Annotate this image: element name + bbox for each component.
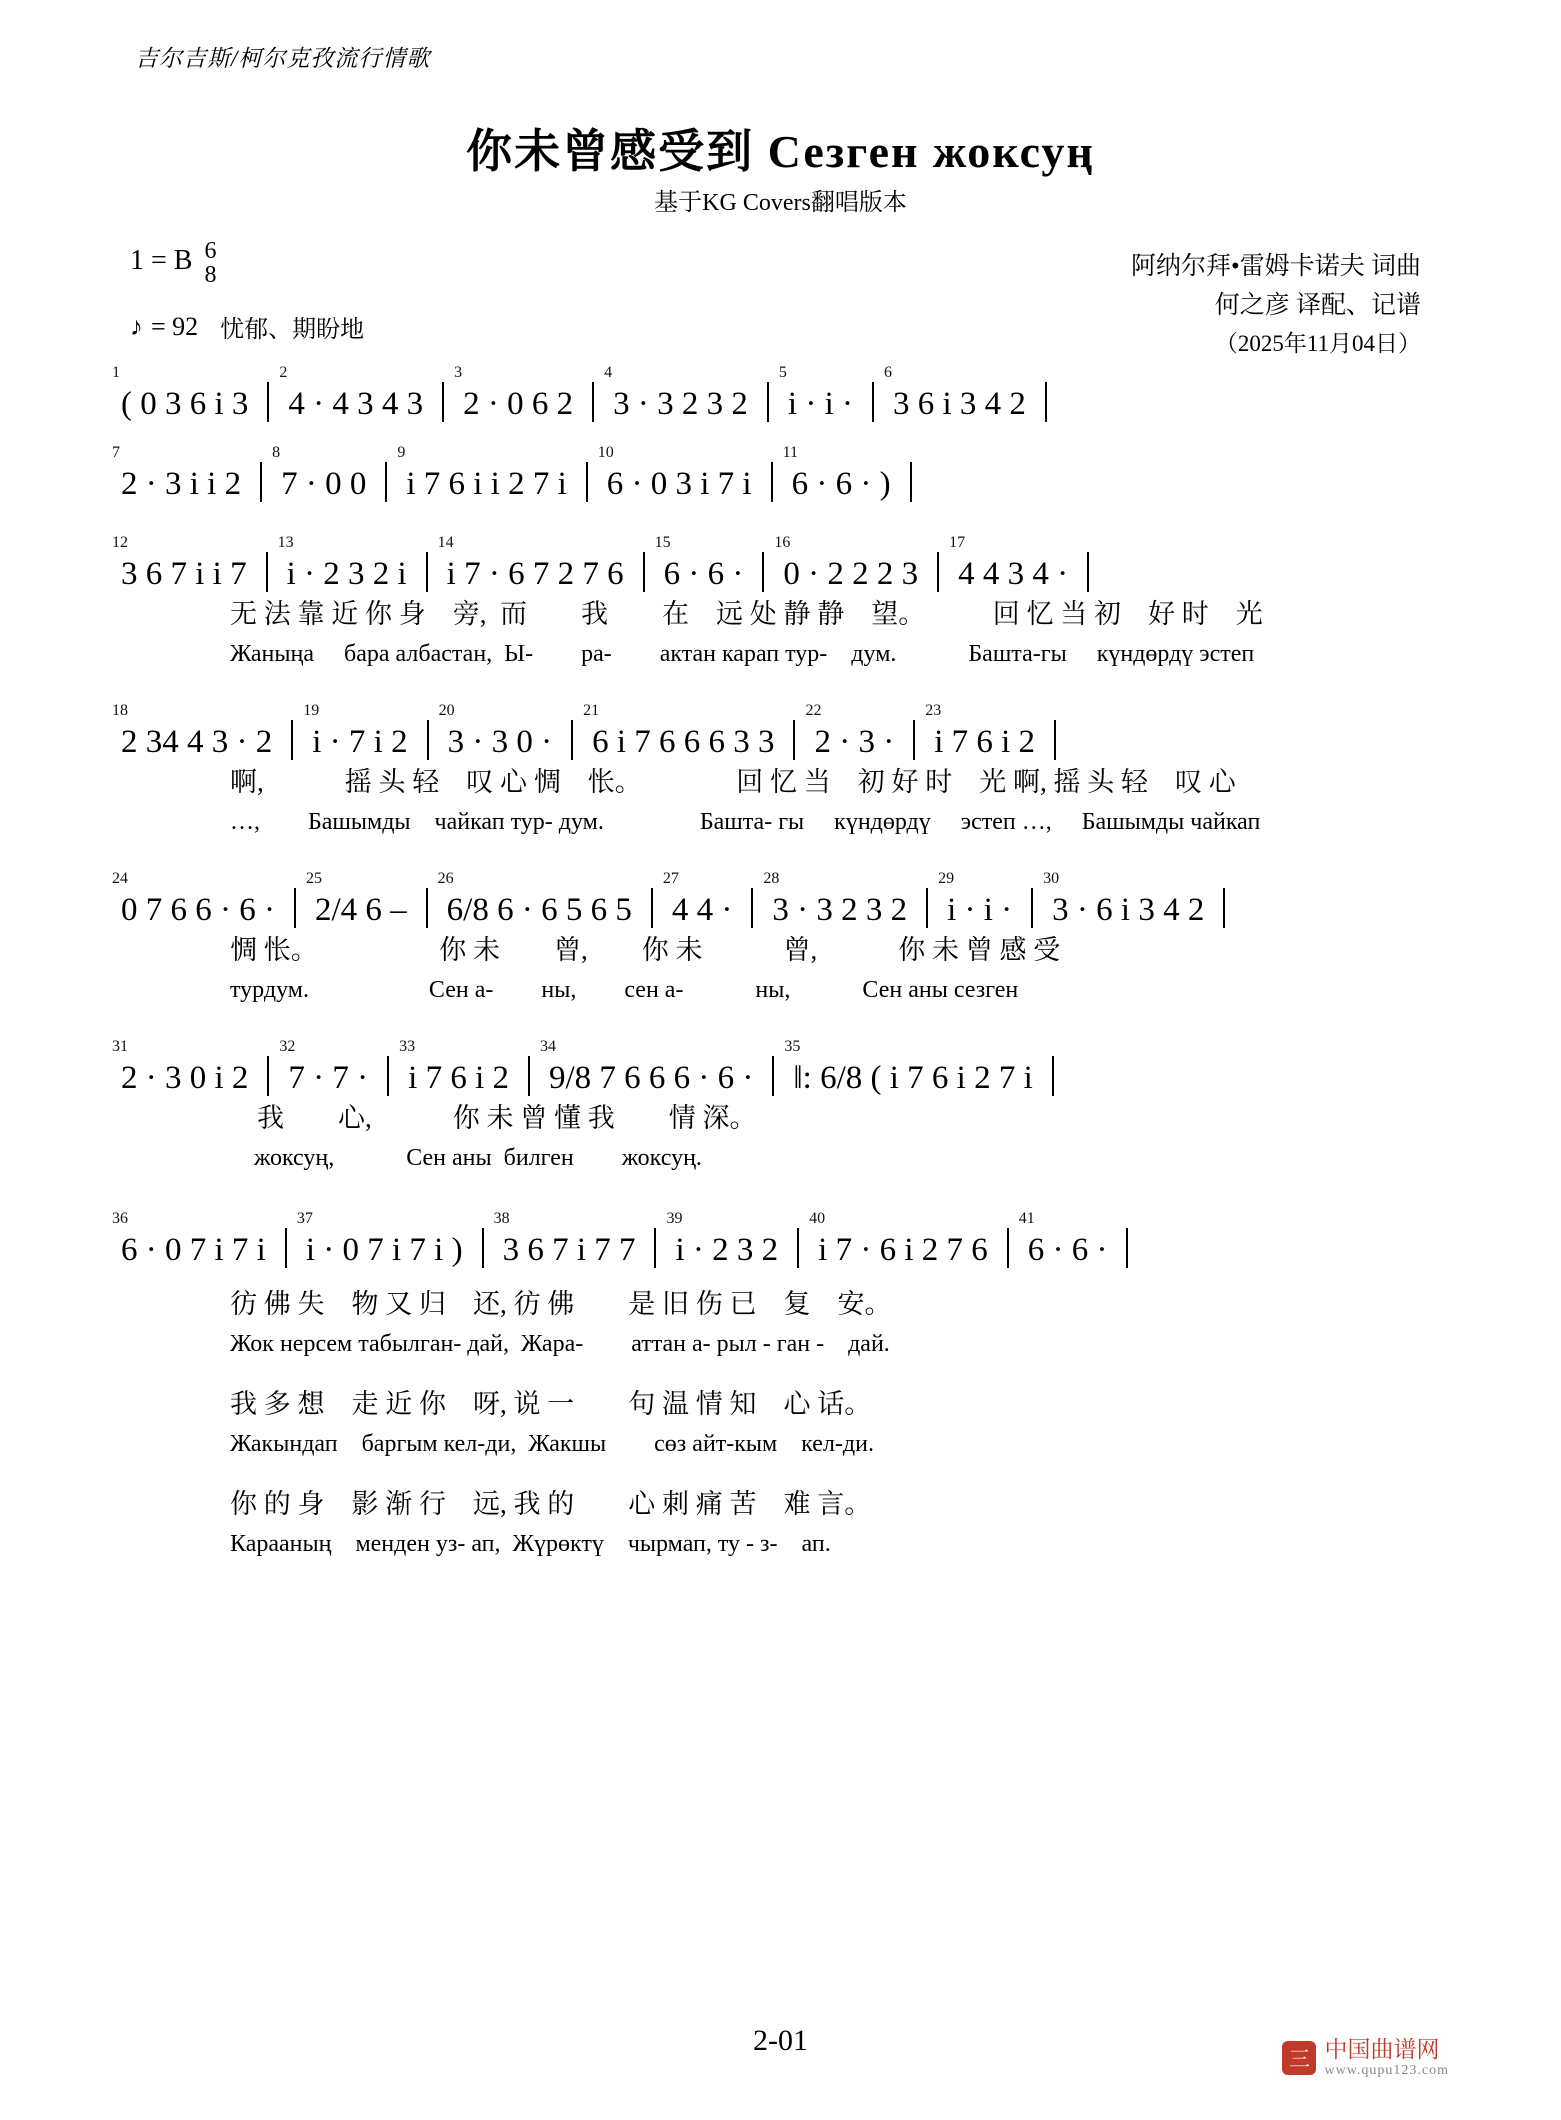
barline [771,462,773,502]
lyrics-kyrgyz: Карааның менден уз- ап, Жүрөктү чырмап, ту - з- ап. [230,1531,831,1557]
key-and-tempo [130,238,365,344]
music-system [0,866,1561,1004]
staff-line [110,530,1451,592]
measure [110,533,258,592]
tempo-row [130,309,364,344]
measure-notes: i 7 6 i 2 [408,1059,509,1096]
barline [772,1056,774,1096]
key-label: 1 = B [130,245,193,276]
measure-notes: 6 · 0 3 i 7 i [606,465,752,502]
measure-number: 23 [925,701,942,719]
measure-number: 5 [778,363,787,381]
measure-notes: 6 · 6 · [1027,1231,1108,1268]
measure [653,533,755,592]
measure-notes: i · 2 3 2 i [286,555,407,592]
measure-notes: 6 · 6 · [663,555,744,592]
tempo-value: = 92 [151,311,199,341]
barline [643,552,645,592]
barline [1126,1228,1128,1268]
measure [110,1037,259,1096]
measure-notes: 3 · 3 2 3 2 [772,891,908,928]
lyrics-kyrgyz: турдум. Сен а- ны, сен а- ны, Сен аны сезген [230,977,1019,1003]
barline [482,1228,484,1268]
measure [304,869,418,928]
barline [1223,888,1225,928]
barline [1007,1228,1009,1268]
barline [586,462,588,502]
measure-notes: 3 6 7 i i 7 [121,555,247,592]
watermark-logo-icon: 三 [1282,2041,1316,2075]
measure-notes: 3 · 6 i 3 4 2 [1052,891,1205,928]
staff-line [110,698,1451,760]
measure-number: 24 [112,869,128,887]
barline [1031,888,1033,928]
measure-notes: 7 · 0 0 [281,465,367,502]
measure-number: 36 [112,1209,128,1227]
measure-number: 41 [1018,1209,1035,1227]
measure [596,443,763,502]
barline [571,720,573,760]
lyrics-kyrgyz: Жаныңа бара албастан, Ы- ра- актан карап тур- дум. Башта-гы күндөрдү эстеп [230,641,1255,667]
measure-notes: 6 · 0 7 i 7 i [121,1231,266,1268]
lyrics-kyrgyz: Жакындап баргым кел-ди, Жакшы сөз айт-кым кел-ди. [230,1431,874,1457]
barline [426,888,428,928]
staff-line [110,440,1451,502]
measure-notes: ‖: 6/8 ( i 7 6 i 2 7 i [793,1059,1033,1096]
credit-date: （2025年11月04日） [1214,330,1421,356]
measure-number: 8 [272,443,281,461]
measure [436,869,643,928]
measure-notes: 2 34 4 3 · 2 [121,723,273,760]
lyrics-chinese: 我 多 想 走 近 你 呀, 说 一 句 温 情 知 心 话。 [230,1389,872,1419]
barline [651,888,653,928]
measure-number: 2 [279,363,288,381]
measure-number: 10 [597,443,614,461]
page-number: 2-01 [753,2024,808,2057]
barline [1054,720,1056,760]
measure [492,1209,647,1268]
barline [266,552,268,592]
barline [385,462,387,502]
measure-number: 32 [279,1037,296,1055]
measure-notes: i · i · [787,385,853,422]
measure-notes: i · 2 3 2 [675,1231,779,1268]
measure-number: 11 [782,443,798,461]
measure-number: 16 [774,533,791,551]
lyrics-chinese: 无 法 靠 近 你 身 旁, 而 我 在 远 处 静 静 望。 回 忆 当 初 好 时 光 [230,599,1263,629]
credit-translator: 何之彦 译配、记谱 [1214,291,1421,319]
measure-number: 18 [112,701,128,719]
measure-number: 12 [112,533,128,551]
lyrics-chinese: 彷 佛 失 物 又 归 还, 彷 佛 是 旧 伤 已 复 安。 [230,1289,892,1319]
barline [910,462,912,502]
measure-notes: i · 7 i 2 [312,723,408,760]
measure-number: 3 [454,363,463,381]
measure-notes: 2 · 3 0 i 2 [121,1059,249,1096]
measure-notes: 3 6 i 3 4 2 [893,385,1026,422]
barline [267,1056,269,1096]
lyrics-kyrgyz: …, Башымды чайкап тур- дум. Башта- гы күндөрдү эстеп …, Башымды чайкап [230,809,1261,835]
barline [872,382,874,422]
measure-number: 26 [437,869,454,887]
measure-notes: i · 0 7 i 7 i ) [305,1231,463,1268]
lyrics-chinese: 啊, 摇 头 轻 叹 心 惆 怅。 回 忆 当 初 好 时 光 啊, 摇 头 轻 叹 心 [230,767,1236,797]
measure-number: 34 [540,1037,556,1055]
measure-notes: i 7 · 6 7 2 7 6 [446,555,624,592]
measure [664,1209,789,1268]
measure [602,363,759,422]
measure-number: 38 [493,1209,510,1227]
measure [436,533,635,592]
barline [442,382,444,422]
watermark-text [1324,2037,1449,2078]
measure [936,869,1023,928]
measure [661,869,744,928]
measure [276,533,418,592]
barline [654,1228,656,1268]
measure [110,869,286,928]
barline [528,1056,530,1096]
measure-notes: 6 i 7 6 6 6 3 3 [592,723,775,760]
measure-notes: i 7 · 6 i 2 7 6 [818,1231,988,1268]
measure-notes: ( 0 3 6 i 3 [121,385,249,422]
barline [767,382,769,422]
music-system [0,440,1561,502]
measure [110,701,283,760]
music-system [0,1206,1561,1558]
tempo-mood: 忧郁、期盼地 [220,317,365,343]
measure-notes: 0 · 2 2 2 3 [783,555,919,592]
measure-number: 19 [303,701,320,719]
lyrics-chinese: 惆 怅。 你 未 曾, 你 未 曾, 你 未 曾 感 受 [230,935,1061,965]
barline [592,382,594,422]
measure [777,363,864,422]
staff-line [110,866,1451,928]
measure-notes: 3 6 7 i 7 7 [502,1231,636,1268]
credit-composer: 阿纳尔拜•雷姆卡诺夫 词曲 [1130,253,1421,280]
measure [538,1037,764,1096]
key-signature-row [130,238,364,293]
measure-number: 29 [938,869,955,887]
tempo-note-icon: ♪ [130,311,143,341]
measure [947,533,1079,592]
time-signature-numerator: 6 [204,238,217,264]
measure [452,363,584,422]
measure-notes: 2/4 6 – [314,891,407,928]
measure-notes: i · i · [947,891,1013,928]
measure [882,363,1037,422]
measure-notes: i 7 6 i 2 [934,723,1036,760]
barline [793,720,795,760]
measure-notes: i 7 6 i i 2 7 i [406,465,567,502]
measure-notes: 2 · 3 i i 2 [121,465,242,502]
music-systems [0,360,1561,1576]
measure [923,701,1046,760]
time-signature-denominator: 8 [204,262,217,288]
barline [387,1056,389,1096]
measure [301,701,418,760]
measure-number: 15 [654,533,671,551]
measure-notes: 2 · 0 6 2 [463,385,574,422]
measure [1017,1209,1119,1268]
measure [782,1037,1043,1096]
measure-number: 22 [805,701,822,719]
measure-number: 33 [399,1037,416,1055]
barline [751,888,753,928]
credits-block [1131,248,1421,361]
barline [1045,382,1047,422]
music-system [0,360,1561,422]
measure-number: 28 [763,869,780,887]
measure [110,1209,277,1268]
measure-number: 14 [437,533,454,551]
measure [781,443,902,502]
music-system [0,530,1561,668]
staff-line [110,1034,1451,1096]
measure [270,443,377,502]
measure [772,533,929,592]
measure-notes: 0 7 6 6 · 6 · [121,891,275,928]
lyrics-chinese: 你 的 身 影 渐 行 远, 我 的 心 刺 痛 苦 难 言。 [230,1489,872,1519]
watermark [1282,2037,1449,2078]
barline [797,1228,799,1268]
barline [913,720,915,760]
measure-notes: 3 · 3 2 3 2 [613,385,748,422]
measure-number: 9 [397,443,406,461]
barline [426,552,428,592]
measure-number: 25 [305,869,322,887]
measure-number: 31 [112,1037,128,1055]
barline [762,552,764,592]
measure [581,701,785,760]
measure-notes: 9/8 7 6 6 6 · 6 · [549,1059,754,1096]
barline [937,552,939,592]
lyrics-kyrgyz: Жок нерсем табылган- дай, Жара- аттан а- рыл - ган - дай. [230,1331,890,1357]
measure-notes: 4 4 3 4 · [958,555,1069,592]
measure [1041,869,1215,928]
measure-number: 7 [112,443,120,461]
measure-notes: 6/8 6 · 6 5 6 5 [446,891,632,928]
measure [277,363,434,422]
measure [277,1037,379,1096]
staff-line [110,360,1451,422]
measure [395,443,577,502]
measure [110,443,252,502]
measure-number: 13 [277,533,294,551]
measure [295,1209,474,1268]
barline [294,888,296,928]
measure-number: 17 [949,533,966,551]
measure-number: 1 [112,363,120,381]
watermark-site-url: www.qupu123.com [1324,2062,1449,2078]
measure-notes: 3 · 3 0 · [447,723,553,760]
measure-number: 21 [583,701,600,719]
measure [807,1209,999,1268]
measure-number: 6 [884,363,892,381]
barline [1052,1056,1054,1096]
measure-notes: 4 4 · [671,891,733,928]
measure [803,701,905,760]
measure [110,363,259,422]
lyrics-kyrgyz: жоксуң, Сен аны билген жоксуң. [230,1145,702,1171]
measure-notes: 2 · 3 · [814,723,895,760]
lyrics-chinese: 我 心, 你 未 曾 懂 我 情 深。 [230,1103,757,1133]
measure-number: 35 [784,1037,801,1055]
measure-number: 27 [662,869,679,887]
time-signature [204,239,216,287]
barline [926,888,928,928]
barline [285,1228,287,1268]
page-title: 你未曾感受到 Сезген жоксуң [466,126,1095,177]
page-subtitle: 基于KG Covers翻唱版本 [654,190,907,216]
barline [267,382,269,422]
barline [1087,552,1089,592]
genre-label: 吉尔吉斯/柯尔克孜流行情歌 [135,46,431,71]
measure-notes: 6 · 6 · ) [791,465,891,502]
watermark-site-name: 中国曲谱网 [1324,2037,1440,2063]
measure-notes: 7 · 7 · [288,1059,369,1096]
measure-number: 39 [666,1209,683,1227]
measure-notes: 4 · 4 3 4 3 [288,385,424,422]
measure [397,1037,520,1096]
measure-number: 4 [604,363,613,381]
measure-number: 40 [809,1209,826,1227]
barline [427,720,429,760]
barline [260,462,262,502]
measure-number: 20 [438,701,455,719]
music-system [0,1034,1561,1172]
measure [761,869,918,928]
staff-line [110,1206,1451,1268]
measure [437,701,563,760]
barline [291,720,293,760]
music-system [0,698,1561,836]
measure-number: 30 [1043,869,1060,887]
measure-number: 37 [296,1209,313,1227]
